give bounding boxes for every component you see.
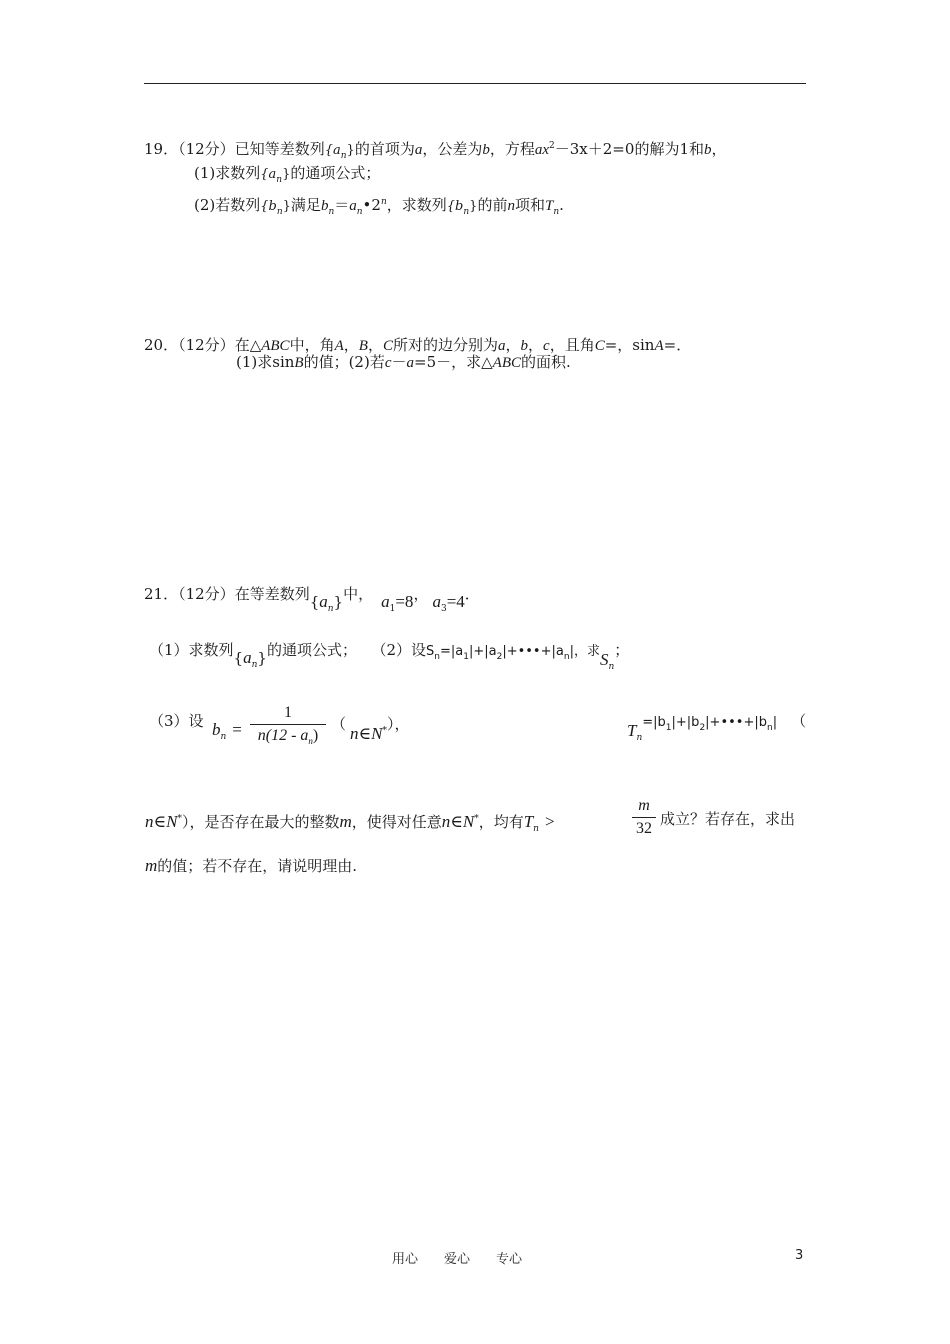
q20-score: （12分） bbox=[178, 336, 235, 354]
q19-line1: 19．（12分）已知等差数列$\{a_n\}$的首项为a，公差为b，方程$ax^2-3x+2=0$的解为1和b， bbox=[144, 140, 727, 161]
q21-part1-2: （1）求数列$\{a_n\}$的通项公式； （2）设$S_n=|a_1|+|a_2|+•••+|a_n|$，求$S_n$； bbox=[149, 641, 630, 672]
q21-bn-fraction: $\frac{1}{n(12 - a_n)}$ bbox=[250, 704, 326, 746]
q20-line1: 20．（12分）在△ABC中，角A，B，C所对的边分别为a，b，c，且角C=，sinA=． bbox=[144, 336, 692, 354]
footer-motto: 用心 爱心 专心 bbox=[392, 1252, 523, 1267]
q21-bn-domain: （ n∈N*）， bbox=[331, 715, 410, 743]
q21-bn-lhs: $b_n$ = bbox=[212, 720, 242, 742]
q21-line5: m的值；若不存在，请说明理由. bbox=[145, 856, 358, 875]
page-number: 3 bbox=[795, 1248, 804, 1263]
q21-line4: n∈N*），是否存在最大的整数m，使得对任意n∈N*，均有$T_n$ > bbox=[145, 812, 555, 834]
q21-part3-label: （3）设 bbox=[149, 712, 204, 730]
q19-part1: (1)求数列$\{a_n\}$的通项公式； bbox=[194, 164, 381, 185]
q21-number: 21． bbox=[144, 585, 179, 603]
header-rule bbox=[144, 83, 806, 84]
q21-line4-end: 成立？若存在，求出 bbox=[660, 810, 796, 828]
q21-m-over-32: $\frac{m}{32}$ bbox=[632, 797, 656, 838]
q21-line1: 21．（12分）在等差数列$\{a_n\}$中， $a_1=8$， $a_3=4$． bbox=[144, 585, 480, 614]
q21-score: （12分） bbox=[178, 585, 235, 603]
q19-part2: (2)若数列$\{b_n\}$满足$b_n=a_n•2^n$，求数列$\{b_n\}$的前n项和$T_n$. bbox=[194, 196, 564, 217]
q19-number: 19． bbox=[144, 140, 179, 158]
q20-number: 20． bbox=[144, 336, 179, 354]
q20-line2: (1)求sinB的值；(2)若c－a=5－，求△ABC的面积. bbox=[236, 353, 571, 371]
q19-score: （12分） bbox=[178, 140, 235, 158]
q21-tn-def: $T_n=|b_1|+|b_2|+•••+|b_n|$ （ bbox=[627, 712, 807, 743]
